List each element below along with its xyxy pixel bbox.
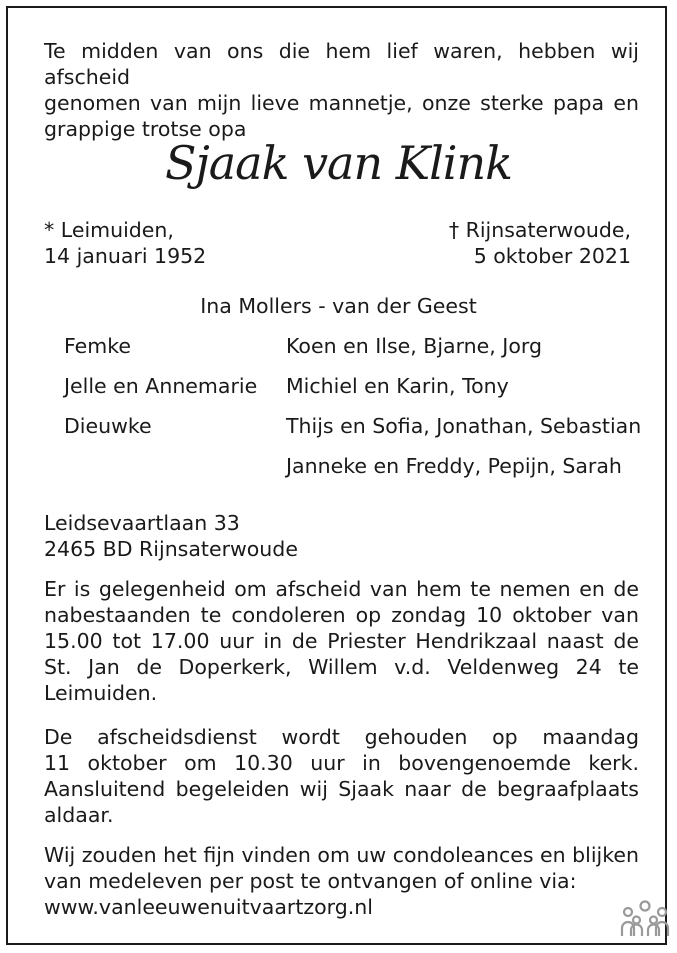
condolence-line: St. Jan de Doperkerk, Willem v.d. Veldenweg 24 te	[44, 655, 639, 679]
service-line: aldaar.	[44, 803, 114, 827]
condolence-line: Er is gelegenheid om afscheid van hem te nemen en de	[44, 577, 639, 601]
grandchildren-names: Koen en Ilse, Bjarne, Jorg	[286, 334, 542, 358]
intro-line: grappige trotse opa	[44, 117, 247, 141]
address-street: Leidsevaartlaan 33	[44, 511, 240, 535]
service-line: 11 oktober om 10.30 uur in bovengenoemde kerk.	[44, 751, 639, 775]
condolence-paragraph	[44, 576, 639, 706]
intro-line: Te midden van ons die hem lief waren, hebben wij afscheid	[44, 39, 639, 89]
condolence-line: Leimuiden.	[44, 681, 158, 705]
grandchildren-names: Janneke en Freddy, Pepijn, Sarah	[286, 454, 622, 478]
death-info	[449, 217, 631, 269]
birth-info	[44, 217, 206, 269]
death-date: 5 oktober 2021	[473, 244, 631, 268]
obituary-card	[6, 6, 667, 945]
family-people-icon	[620, 898, 670, 938]
online-line: Wij zouden het fijn vinden om uw condoleances en blijken	[44, 843, 639, 867]
online-paragraph	[44, 842, 639, 920]
spouse-name: Ina Mollers - van der Geest	[200, 294, 477, 318]
death-place: † Rijnsaterwoude,	[448, 218, 631, 242]
condolence-line: 15.00 tot 17.00 uur in de Priester Hendrikzaal naast de	[44, 629, 639, 653]
address-city: 2465 BD Rijnsaterwoude	[44, 537, 298, 561]
grandchildren-names: Michiel en Karin, Tony	[286, 374, 509, 398]
child-name: Jelle en Annemarie	[64, 374, 258, 398]
service-paragraph	[44, 724, 639, 828]
condolence-line: nabestaanden te condoleren op zondag 10 oktober van	[44, 603, 639, 627]
service-line: De afscheidsdienst wordt gehouden op maandag	[44, 725, 639, 749]
online-line: van medeleven per post te ontvangen of online via:	[44, 869, 577, 893]
deceased-name: Sjaak van Klink	[164, 136, 513, 190]
intro-paragraph	[44, 38, 639, 142]
address	[44, 510, 298, 562]
intro-line: genomen van mijn lieve mannetje, onze sterke papa en	[44, 91, 639, 115]
birth-place: * Leimuiden,	[44, 218, 174, 242]
website-link[interactable]: www.vanleeuwenuitvaartzorg.nl	[44, 895, 373, 919]
birth-date: 14 januari 1952	[44, 244, 207, 268]
child-name: Dieuwke	[64, 414, 152, 438]
service-line: Aansluitend begeleiden wij Sjaak naar de begraafplaats	[44, 777, 639, 801]
child-name: Femke	[64, 334, 132, 358]
grandchildren-names: Thijs en Sofia, Jonathan, Sebastian	[286, 414, 642, 438]
